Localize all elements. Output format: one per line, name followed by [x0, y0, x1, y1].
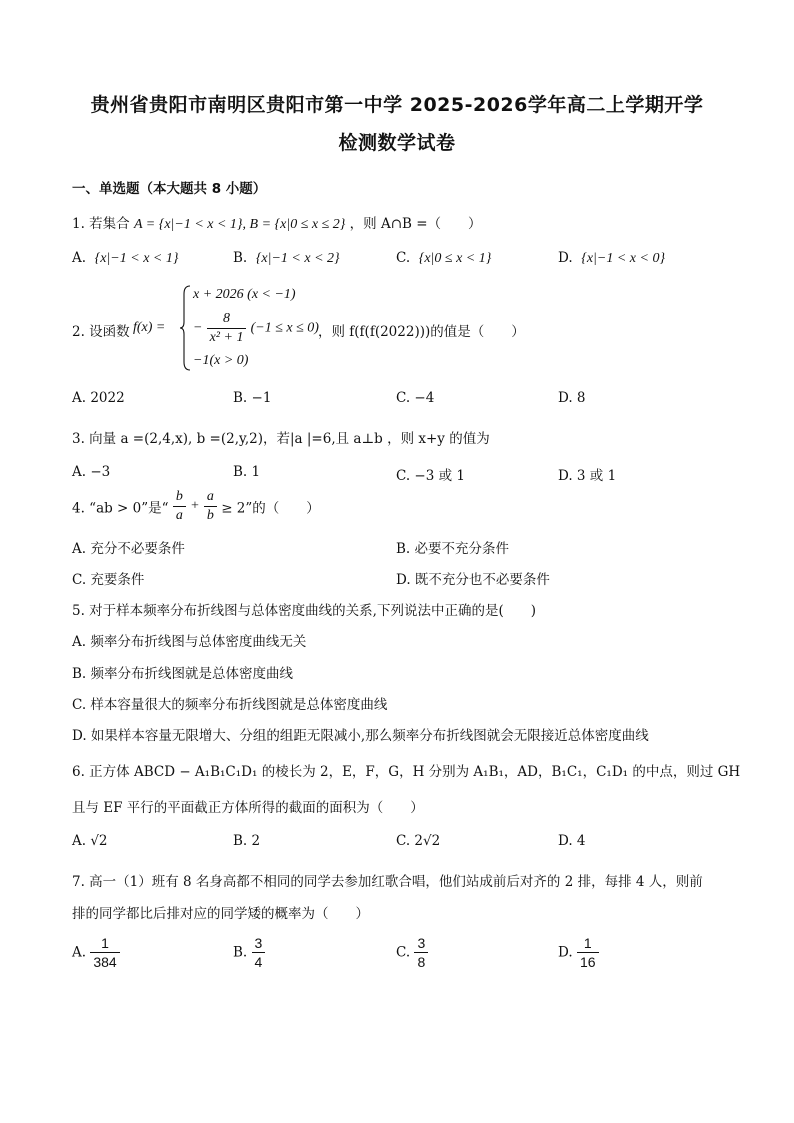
question-6-option-c: C. 2√2 [396, 833, 441, 849]
question-6-option-d: D. 4 [558, 833, 586, 849]
question-4-option-a: A. 充分不必要条件 [72, 541, 185, 557]
question-7-option-a: A. $\frac{1}{384}$ [72, 934, 120, 971]
question-4-stem: 4. “ab > 0”是“ $\frac{b}{a}$ + $\frac{a}{b}$ ≥ 2”的（ ） [72, 489, 320, 523]
question-3-stem: 3. 向量 a =(2,4,x), b =(2,y,2)，若|a |=6,且 a⊥b ，则 x+y 的值为 [72, 431, 490, 447]
question-2-stem-post: ，则 f(f(f(2022)))的值是（ ） [318, 324, 525, 340]
question-5-option-a: A. 频率分布折线图与总体密度曲线无关 [72, 634, 307, 650]
question-5-option-c: C. 样本容量很大的频率分布折线图就是总体密度曲线 [72, 697, 388, 713]
question-2-fx: f(x) = [133, 320, 166, 335]
question-2-option-d: D. 8 [558, 390, 586, 406]
question-7-option-b: B. $\frac{3}{4}$ [233, 934, 265, 971]
question-4-option-d: D. 既不充分也不必要条件 [396, 572, 550, 588]
question-5-option-d: D. 如果样本容量无限增大、分组的组距无限减小,那么频率分布折线图就会无限接近总体密度曲线 [72, 728, 649, 744]
question-6-option-a: A. √2 [72, 833, 108, 849]
question-6-stem-line2: 且与 EF 平行的平面截正方体所得的截面的面积为（ ） [72, 800, 424, 816]
question-7-option-b-fraction: $\frac{3}{4}$ [252, 934, 266, 971]
question-4-fraction-a-over-b: $\frac{a}{b}$ [204, 488, 217, 525]
question-1-option-a: A. {x|−1 < x < 1} [72, 250, 179, 266]
question-4-fraction-b-over-a: $\frac{b}{a}$ [173, 488, 186, 525]
question-4-option-c: C. 充要条件 [72, 572, 145, 588]
question-1-option-c: C. {x|0 ≤ x < 1} [396, 250, 492, 266]
question-1-option-d: D. {x|−1 < x < 0} [558, 250, 666, 266]
question-4-option-b: B. 必要不充分条件 [396, 541, 510, 557]
question-7-option-d: D. $\frac{1}{16}$ [558, 934, 599, 971]
question-5-option-b: B. 频率分布折线图就是总体密度曲线 [72, 666, 294, 682]
question-2-option-a: A. 2022 [72, 390, 125, 406]
question-1-stem-post: ，则 A∩B =（ ） [349, 216, 482, 232]
question-2-case-3: −1(x > 0) [193, 353, 249, 368]
question-2-option-c: C. −4 [396, 390, 435, 406]
question-7-option-d-fraction: $\frac{1}{16}$ [577, 934, 599, 971]
question-6-stem-line1: 6. 正方体 ABCD − A₁B₁C₁D₁ 的棱长为 2，E，F，G，H 分别为 A₁B₁，AD，B₁C₁，C₁D₁ 的中点，则过 GH [72, 764, 741, 780]
question-3-option-c: C. −3 或 1 [396, 468, 466, 484]
question-5-stem: 5. 对于样本频率分布折线图与总体密度曲线的关系,下列说法中正确的是( ) [72, 603, 536, 619]
question-6-option-b: B. 2 [233, 833, 261, 849]
question-7-stem-line1: 7. 高一（1）班有 8 名身高都不相同的同学去参加红歌合唱，他们站成前后对齐的 2 排，每排 4 人，则前 [72, 874, 703, 890]
section-header: 一、单选题（本大题共 8 小题） [72, 181, 267, 197]
question-2-option-b: B. −1 [233, 390, 272, 406]
question-1-option-b: B. {x|−1 < x < 2} [233, 250, 340, 266]
question-7-option-c-fraction: $\frac{3}{8}$ [414, 934, 428, 971]
page-title-line2: 检测数学试卷 [338, 132, 456, 154]
piecewise-brace [180, 284, 192, 372]
question-3-option-d: D. 3 或 1 [558, 468, 617, 484]
question-7-stem-line2: 排的同学都比后排对应的同学矮的概率为（ ） [72, 906, 369, 922]
question-2-case-2-fraction: $\frac{8}{\text{x² + 1}}$ [207, 310, 247, 347]
question-7-option-c: C. $\frac{3}{8}$ [396, 934, 428, 971]
question-3-option-a: A. −3 [72, 464, 111, 480]
question-7-option-a-fraction: $\frac{1}{384}$ [90, 934, 119, 971]
question-2-case-2: − $\frac{8}{\text{x² + 1}}$ (−1 ≤ x ≤ 0) [193, 311, 319, 345]
question-3-option-b: B. 1 [233, 464, 261, 480]
question-2-stem-pre: 2. 设函数 [72, 324, 130, 340]
question-2-case-1: x + 2026 (x < −1) [193, 287, 296, 302]
question-1-stem-pre: 1. 若集合 [72, 216, 130, 232]
page-title: 贵州省贵阳市南明区贵阳市第一中学 2025-2026学年高二上学期开学 [90, 94, 704, 116]
question-1-sets: A = {x|−1 < x < 1}, B = {x|0 ≤ x ≤ 2} [133, 217, 346, 232]
question-1 [72, 212, 482, 233]
